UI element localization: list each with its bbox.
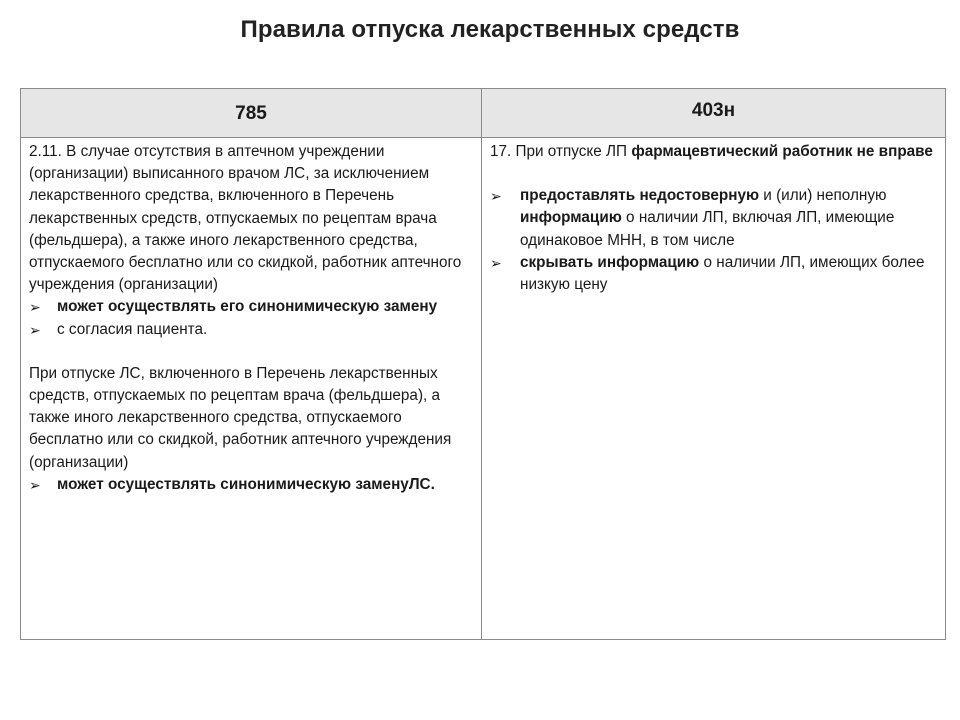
bullet-plain-part: о наличии ЛП, имеющих более низкую цену xyxy=(520,253,925,294)
comparison-table xyxy=(20,88,946,640)
column-403n xyxy=(482,89,945,639)
arrow-bullet-icon: ➢ xyxy=(490,188,502,205)
arrow-bullet-icon: ➢ xyxy=(29,321,41,338)
bullet-text: с согласия пациента. xyxy=(57,320,208,338)
rule-17-intro-bold: фармацевтический работник не вправе xyxy=(631,143,933,160)
bullet-text: может осуществлять его синонимическую замену xyxy=(57,298,438,316)
arrow-bullet-icon: ➢ xyxy=(490,254,502,271)
rule-17-intro xyxy=(490,141,937,163)
arrow-bullet-icon: ➢ xyxy=(29,299,41,316)
arrow-bullet-icon: ➢ xyxy=(29,476,41,493)
column-body-403n xyxy=(482,138,945,296)
bullet-plain-part: о наличии ЛП, включая ЛП, имеющие одинаковое МНН, в том числе xyxy=(520,209,895,249)
bullet-plain-part: и (или) неполную xyxy=(759,187,887,205)
list-item xyxy=(29,474,473,496)
list-item xyxy=(29,296,473,318)
rule-second-bullets xyxy=(29,474,473,496)
bullet-bold-part: скрывать информацию xyxy=(520,253,700,271)
bullet-bold-part: информацию xyxy=(520,209,622,227)
column-header-403n: 403н xyxy=(482,89,945,138)
column-body-785 xyxy=(21,138,481,496)
column-header-785: 785 xyxy=(21,89,481,138)
bullet-text: может осуществлять синонимическую заменуЛС. xyxy=(57,475,435,493)
rule-2-11-text: 2.11. В случае отсутствия в аптечном учреждении (организации) выписанного врачом ЛС, за исключением лекарственного средства, включенного в Перечень лекарственных средств, отпускаемых по рецептам врача (фельдшера), а также иного лекарственного средства, отпускаемого бесплатно или со скидкой, работник аптечного учреждения (организации) xyxy=(29,143,462,294)
rule-2-11-bullets xyxy=(29,296,473,340)
page-title: Правила отпуска лекарственных средств xyxy=(240,16,740,43)
list-item xyxy=(490,185,937,252)
list-item xyxy=(490,252,937,296)
column-785 xyxy=(21,89,482,639)
rule-second-text: При отпуске ЛС, включенного в Перечень лекарственных средств, отпускаемых по рецептам врача (фельдшера), а также иного лекарственного средства, отпускаемого бесплатно или со скидкой, работник аптечного учреждения (организации) xyxy=(29,364,452,471)
rule-17-intro-plain: 17. При отпуске ЛП xyxy=(490,143,632,160)
bullet-bold-part: предоставлять недостоверную xyxy=(520,187,760,205)
list-item xyxy=(29,319,473,341)
rule-17-bullets xyxy=(490,185,937,296)
